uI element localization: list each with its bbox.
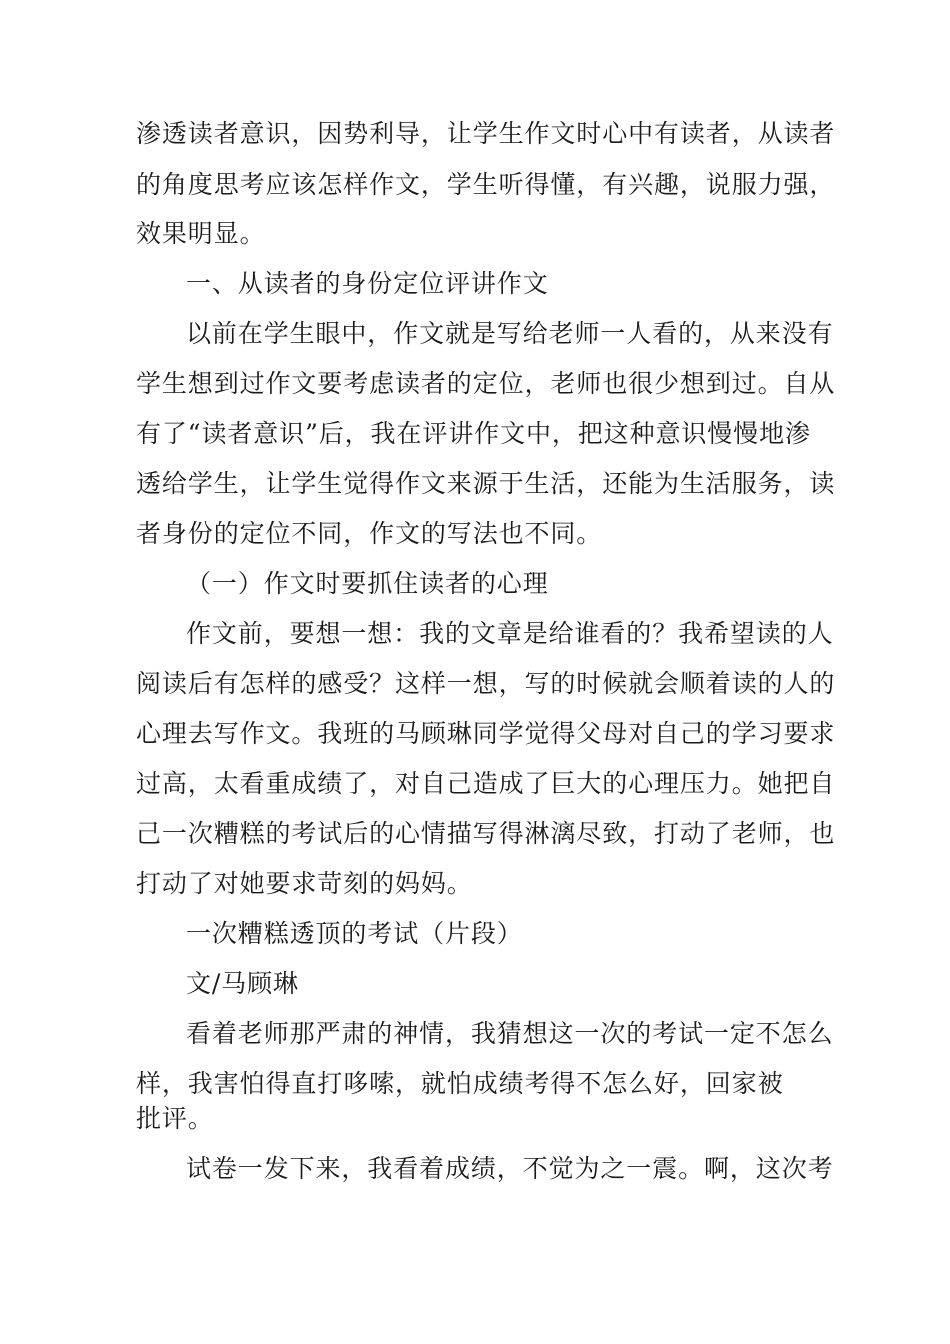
essay-author: 文/马顾琳 [186,969,299,998]
body-text-line: 作文前，要想一想：我的文章是给谁看的？我希望读的人 [186,619,834,648]
body-text-line: 看着老师那严肃的神情，我猜想这一次的考试一定不怎么 [186,1019,834,1048]
body-text-line: 打动了对她要求苛刻的妈妈。 [136,869,473,898]
body-text-line: 批评。 [136,1104,214,1133]
body-text-line: 有了“读者意识”后，我在评讲作文中，把这种意识慢慢地渗 [136,419,811,448]
body-text-line: 渗透读者意识，因势利导，让学生作文时心中有读者，从读者 [136,119,836,148]
body-text-line: 己一次糟糕的考试后的心情描写得淋漓尽致，打动了老师，也 [136,819,836,848]
body-text-line: 效果明显。 [136,219,266,248]
body-text-line: 阅读后有怎样的感受？这样一想，写的时候就会顺着读的人的 [136,669,836,698]
section-heading: 一、从读者的身份定位评讲作文 [186,269,549,298]
body-text-line: 学生想到过作文要考虑读者的定位，老师也很少想到过。自从 [136,369,836,398]
body-text-line: 试卷一发下来，我看着成绩，不觉为之一震。啊，这次考 [186,1154,834,1183]
body-text-line: 心理去写作文。我班的马顾琳同学觉得父母对自己的学习要求 [136,719,836,748]
body-text-line: 者身份的定位不同，作文的写法也不同。 [136,519,603,548]
body-text-line: 透给学生，让学生觉得作文来源于生活，还能为生活服务，读 [136,469,836,498]
body-text-line: 以前在学生眼中，作文就是写给老师一人看的，从来没有 [186,319,834,348]
essay-title: 一次糟糕透顶的考试（片段） [186,919,523,948]
body-text-line: 样，我害怕得直打哆嗦，就怕成绩考得不怎么好，回家被 [136,1069,784,1098]
subsection-heading: （一）作文时要抓住读者的心理 [186,569,549,598]
body-text-line: 过高，太看重成绩了，对自己造成了巨大的心理压力。她把自 [136,769,836,798]
body-text-line: 的角度思考应该怎样作文，学生听得懂，有兴趣，说服力强， [136,170,836,199]
